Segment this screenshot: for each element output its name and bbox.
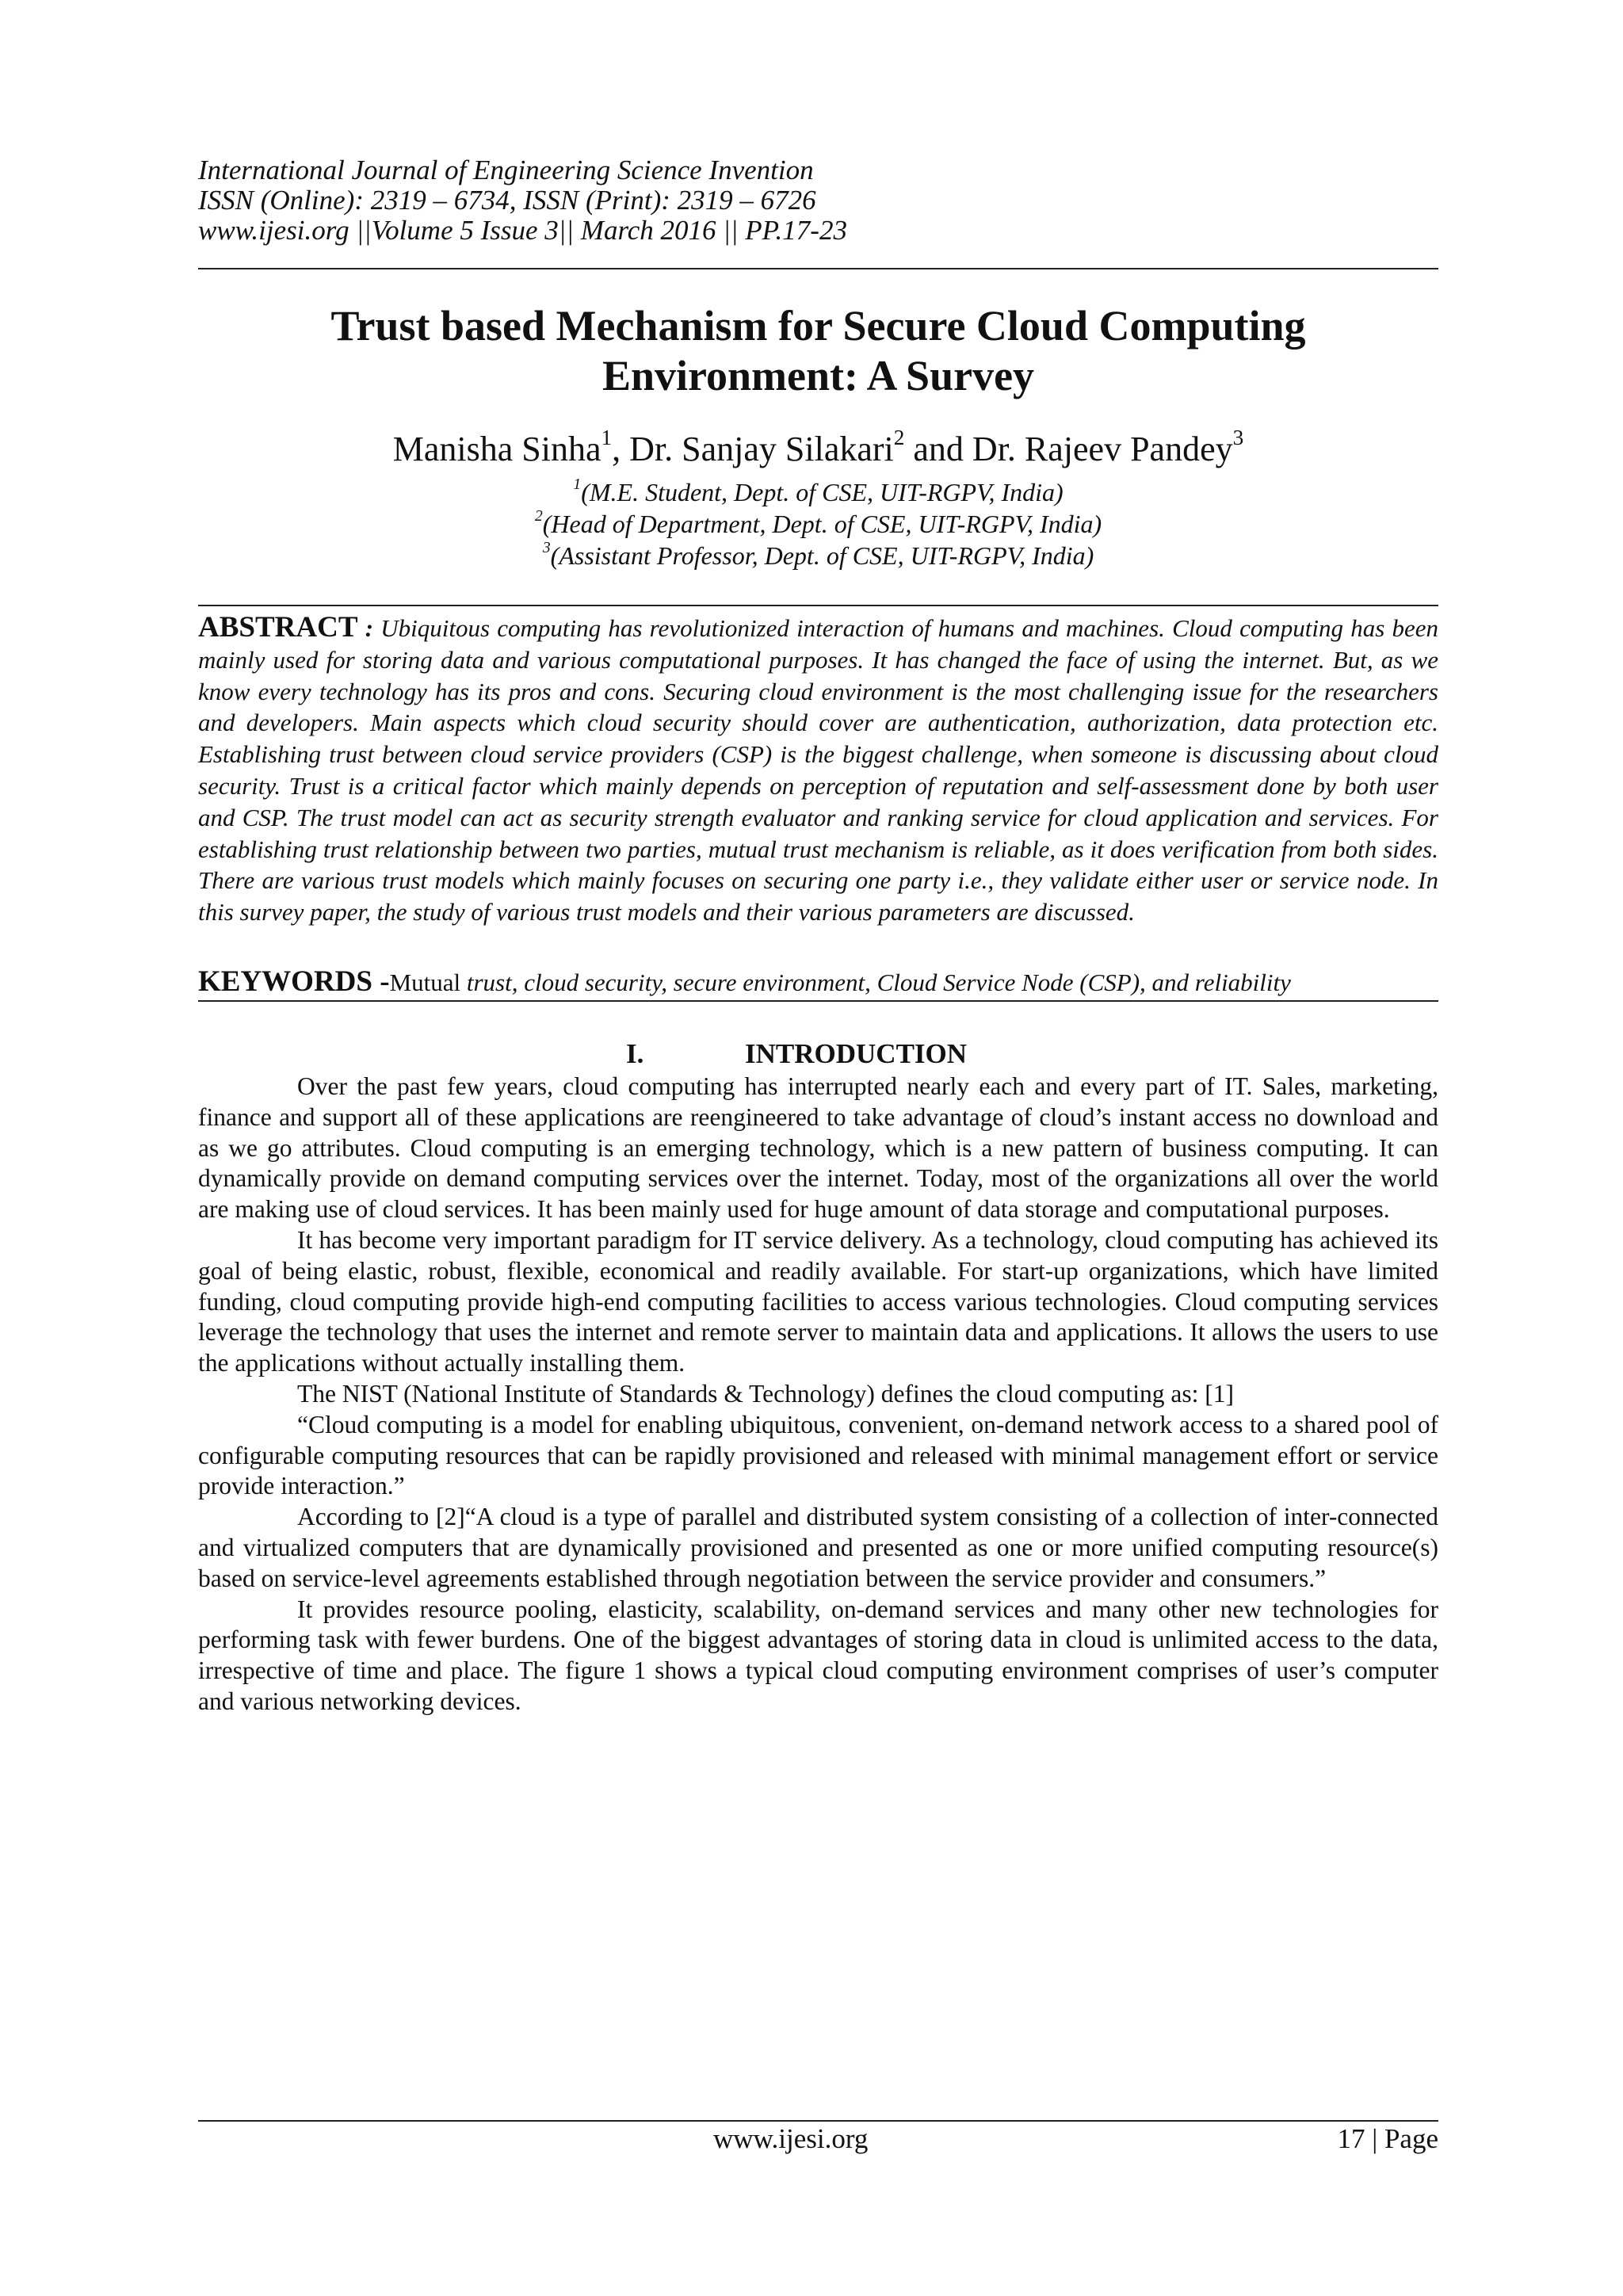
author-3: Rajeev Pandey <box>1024 430 1233 468</box>
abstract <box>198 612 1438 928</box>
intro-paragraph-4: “Cloud computing is a model for enabling ubiquitous, convenient, on-demand network access to a shared pool of configurable computing resources that can be rapidly provisioned and released with minimal management effort or service provide interaction.” <box>198 1410 1438 1500</box>
section-title: INTRODUCTION <box>745 1038 968 1069</box>
author-separator-2: and Dr. <box>904 430 1025 468</box>
journal-name: International Journal of Engineering Science Invention <box>198 155 814 185</box>
page-number: 17 | Page <box>1337 2123 1438 2154</box>
keywords-rest: trust, cloud security, secure environment, Cloud Service Node (CSP), and reliability <box>460 968 1291 996</box>
affiliation-3-mark: 3 <box>542 539 551 557</box>
introduction-body <box>198 1072 1438 1717</box>
intro-paragraph-5: According to [2]“A cloud is a type of parallel and distributed system consisting of a collection of inter-connected and virtualized computers that are dynamically provisioned and presented as one or more unified computing resource(s) based on service-level agreements established through negotiation between the service provider and consumers.” <box>198 1503 1438 1592</box>
affiliation-3-text: (Assistant Professor, Dept. of CSE, UIT-RGPV, India) <box>550 541 1094 570</box>
intro-paragraph-6: It provides resource pooling, elasticity, scalability, on-demand services and many other new technologies for performing task with fewer burdens. One of the biggest advantages of storing data in cloud is unlimited access to the data, irrespective of time and place. The figure 1 shows a typical cloud computing environment comprises of user’s computer and various networking devices. <box>198 1595 1438 1715</box>
keywords <box>198 967 1438 998</box>
intro-paragraph-2: It has become very important paradigm for IT service delivery. As a technology, cloud computing has achieved its goal of being elastic, robust, flexible, economical and readily available. For start-up organizations, which have limited funding, cloud computing provide high-end computing facilities to access various technologies. Cloud computing services leverage the technology that uses the internet and remote server to maintain data and applications. It allows the users to use the applications without actually installing them. <box>198 1225 1438 1377</box>
abstract-text: Ubiquitous computing has revolutionized interaction of humans and machines. Cloud computing has been mainly used for storing data and various computational purposes. It has changed the face of using the internet. But, as we know every technology has its pros and cons. Securing cloud environment is the most challenging issue for the researchers and developers. Main aspects which cloud security should cover are authentication, authorization, data protection etc. Establishing trust between cloud service providers (CSP) is the biggest challenge, when someone is discussing about cloud security. Trust is a critical factor which mainly depends on perception of reputation and self-assessment done by both user and CSP. The trust model can act as security strength evaluator and ranking service for cloud application and services. For establishing trust relationship between two parties, mutual trust mechanism is reliable, as it does verification from both sides. There are various trust models which mainly focuses on securing one party i.e., they validate either user or service node. In this survey paper, the study of various trust models and their various parameters are discussed. <box>198 614 1438 926</box>
abstract-label: ABSTRACT <box>198 611 358 644</box>
paper-title <box>198 301 1438 401</box>
section-number: I. <box>626 1038 644 1069</box>
author-1-mark: 1 <box>601 426 613 450</box>
journal-header <box>198 155 1438 246</box>
affiliation-1-mark: 1 <box>573 476 582 494</box>
issn-line: ISSN (Online): 2319 – 6734, ISSN (Print): 2319 – 6726 <box>198 185 816 216</box>
affiliation-2-text: (Head of Department, Dept. of CSE, UIT-RGPV, India) <box>542 510 1102 538</box>
abstract-colon: : <box>357 614 381 642</box>
affiliation-2 <box>198 508 1438 540</box>
author-2-mark: 2 <box>893 426 905 450</box>
footer-rule <box>198 2120 1438 2122</box>
author-separator-1: , Dr. <box>612 430 682 468</box>
affiliation-1-text: (M.E. Student, Dept. of CSE, UIT-RGPV, India) <box>581 478 1064 506</box>
footer-site: www.ijesi.org <box>713 2123 869 2154</box>
section-heading-introduction <box>626 1038 967 1070</box>
volume-line: www.ijesi.org ||Volume 5 Issue 3|| March 2016 || PP.17-23 <box>198 215 847 246</box>
keywords-first: Mutual <box>389 968 461 996</box>
author-3-mark: 3 <box>1232 426 1244 450</box>
affiliation-3 <box>198 540 1438 571</box>
intro-paragraph-1: Over the past few years, cloud computing has interrupted nearly each and every part of IT. Sales, marketing, finance and support all of these applications are reengineered to take advantage of cloud’s instant access no download and as we go attributes. Cloud computing is an emerging technology, which is a new pattern of business computing. It can dynamically provide on demand computing services over the internet. Today, most of the organizations all over the world are making use of cloud services. It has been mainly used for huge amount of data storage and computational purposes. <box>198 1072 1438 1224</box>
intro-paragraph-3: The NIST (National Institute of Standards & Technology) defines the cloud computing as: [1] <box>297 1379 1235 1408</box>
title-line-2: Environment: A Survey <box>601 352 1035 399</box>
keywords-label: KEYWORDS - <box>198 965 390 998</box>
header-rule <box>198 268 1438 269</box>
keywords-bottom-rule <box>198 1000 1438 1002</box>
title-line-1: Trust based Mechanism for Secure Cloud Computing <box>330 302 1306 350</box>
author-2: Sanjay Silakari <box>682 430 894 468</box>
author-list <box>198 426 1438 470</box>
affiliations <box>198 476 1438 571</box>
affiliation-1 <box>198 476 1438 508</box>
affiliation-2-mark: 2 <box>534 507 543 525</box>
abstract-top-rule <box>198 605 1438 606</box>
author-1: Manisha Sinha <box>392 430 601 468</box>
